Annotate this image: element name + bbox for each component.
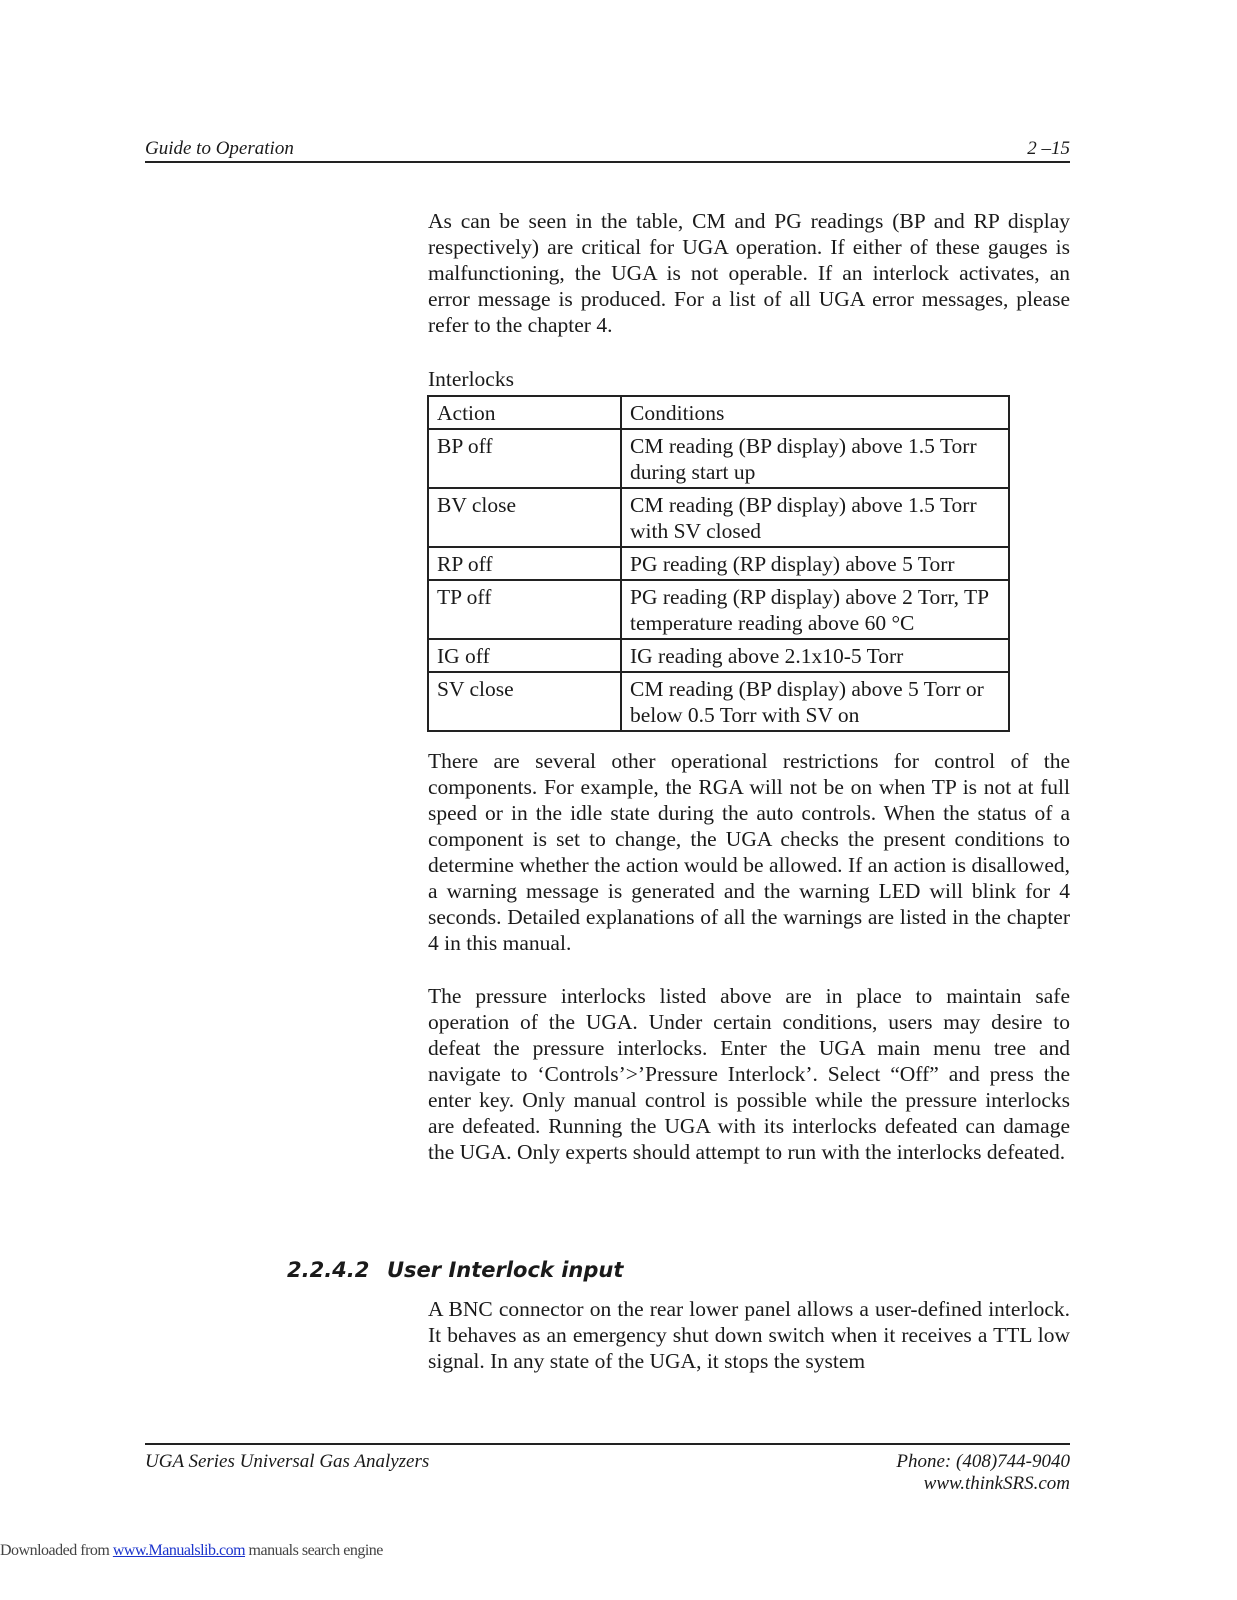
condition-cell: CM reading (BP display) above 1.5 Torr with SV closed	[621, 488, 1009, 547]
paragraph-text: There are several other operational restrictions for control of the components. For example, the RGA will not be on when TP is not at full speed or in the idle state during the auto controls. When the status of a component is set to change, the UGA checks the present conditions to determine whether the action would be allowed. If an action is disallowed, a warning message is generated and the warning LED will blink for 4 seconds. Detailed explanations of all the warnings are listed in the chapter 4 in this manual.	[428, 749, 1070, 955]
page-header	[145, 138, 1070, 163]
footer-phone: Phone: (408)744-9040	[896, 1451, 1070, 1472]
condition-cell: PG reading (RP display) above 2 Torr, TP temperature reading above 60 °C	[621, 580, 1009, 639]
download-notice	[0, 1542, 383, 1560]
header-page-number: 2 –15	[1027, 138, 1070, 159]
action-cell: BV close	[428, 488, 621, 547]
table-header-row	[428, 396, 1009, 429]
condition-cell: PG reading (RP display) above 5 Torr	[621, 547, 1009, 580]
action-cell: SV close	[428, 672, 621, 731]
manualslib-link[interactable]: www.Manualslib.com	[112, 1542, 246, 1559]
section-heading	[287, 1258, 623, 1282]
column-header-action: Action	[428, 396, 621, 429]
footer-website: www.thinkSRS.com	[923, 1473, 1070, 1494]
table-row	[428, 672, 1009, 731]
action-cell: RP off	[428, 547, 621, 580]
download-suffix: manuals search engine	[245, 1542, 383, 1559]
table-row	[428, 639, 1009, 672]
table-caption: Interlocks	[428, 367, 514, 391]
condition-cell: IG reading above 2.1x10-5 Torr	[621, 639, 1009, 672]
section-number: 2.2.4.2	[287, 1258, 370, 1282]
header-chapter-title: Guide to Operation	[145, 138, 294, 159]
paragraph-interlock-intro	[428, 208, 1070, 338]
action-cell: TP off	[428, 580, 621, 639]
condition-cell: CM reading (BP display) above 1.5 Torr during start up	[621, 429, 1009, 488]
interlocks-table	[427, 395, 1010, 732]
action-cell: BP off	[428, 429, 621, 488]
table-row	[428, 488, 1009, 547]
table-row	[428, 547, 1009, 580]
column-header-conditions: Conditions	[621, 396, 1009, 429]
action-cell: IG off	[428, 639, 621, 672]
footer-contact	[896, 1451, 1070, 1495]
paragraph-text: A BNC connector on the rear lower panel allows a user-defined interlock. It behaves as an emergency shut down switch when it receives a TTL low signal. In any state of the UGA, it stops the system	[428, 1297, 1070, 1373]
table-row	[428, 580, 1009, 639]
section-title: User Interlock input	[387, 1258, 624, 1282]
paragraph-user-interlock	[428, 1296, 1070, 1374]
footer-product-name: UGA Series Universal Gas Analyzers	[145, 1451, 430, 1472]
paragraph-text: The pressure interlocks listed above are in place to maintain safe operation of the UGA. Under certain conditions, users may desire to defeat the pressure interlocks. Enter the UGA main menu tree and navigate to ‘Controls’>’Pressure Interlock’. Select “Off” and press the enter key. Only manual control is possible while the pressure interlocks are defeated. Running the UGA with its interlocks defeated can damage the UGA. Only experts should attempt to run with the interlocks defeated.	[428, 984, 1070, 1164]
condition-cell: CM reading (BP display) above 5 Torr or below 0.5 Torr with SV on	[621, 672, 1009, 731]
download-prefix: Downloaded from	[0, 1542, 113, 1559]
paragraph-restrictions	[428, 748, 1070, 956]
table-row	[428, 429, 1009, 488]
paragraph-defeat-interlocks	[428, 983, 1070, 1165]
page-footer	[145, 1443, 1070, 1494]
paragraph-text: As can be seen in the table, CM and PG readings (BP and RP display respectively) are critical for UGA operation. If either of these gauges is malfunctioning, the UGA is not operable. If an interlock activates, an error message is produced. For a list of all UGA error messages, please refer to the chapter 4.	[428, 209, 1070, 337]
